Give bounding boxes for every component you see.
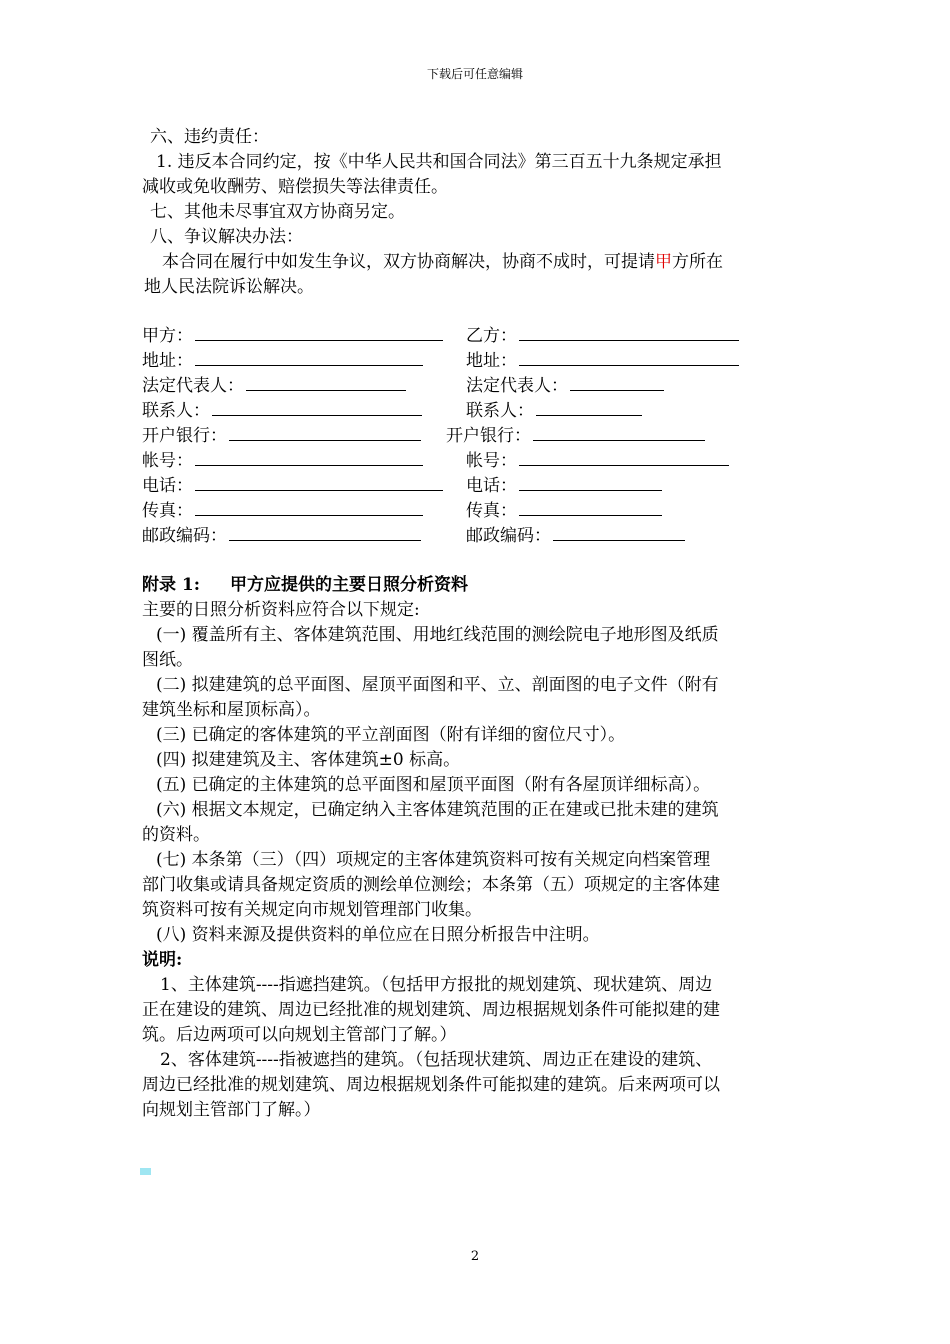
- appendix-label: 附录 1:: [142, 575, 201, 595]
- sig-right-address: [466, 348, 739, 374]
- highlighted-party: 甲: [655, 252, 672, 272]
- sig-right-postcode-line: [553, 523, 685, 541]
- sig-right-party-label: 乙方：: [466, 326, 517, 346]
- sig-right-bank: [446, 423, 705, 449]
- page-header: 下载后可任意编辑: [426, 67, 523, 81]
- appendix-item-7: (七) 本条第（三）（四）项规定的主客体建筑资料可按有关规定向档案管理: [156, 850, 711, 870]
- sig-left-fax-line: [195, 498, 423, 516]
- section-8-line-1: [142, 250, 810, 275]
- appendix-item-4: (四) 拟建建筑及主、客体建筑±0 标高。: [156, 750, 461, 770]
- section-7-title: 七、其他未尽事宜双方协商另定。: [150, 202, 405, 222]
- appendix-item-5: (五) 已确定的主体建筑的总平面图和屋顶平面图（附有各屋顶详细标高）。: [156, 775, 711, 795]
- section-8-line-1-text: 本合同在履行中如发生争议，双方协商解决，协商不成时，可提请: [162, 252, 655, 272]
- sig-left-postcode-line: [229, 523, 421, 541]
- sig-left-bank-line: [229, 423, 421, 441]
- sig-left-representative-label: 法定代表人：: [142, 376, 244, 396]
- sig-right-representative: [466, 373, 664, 399]
- sig-right-phone-line: [519, 473, 662, 491]
- sig-left-representative-line: [246, 373, 406, 391]
- sig-left-party-line: [195, 323, 443, 341]
- sig-right-account: [466, 448, 729, 474]
- sig-left-fax: [142, 498, 423, 524]
- sig-right-fax: [466, 498, 662, 524]
- section-6-item-1-line-2: 减收或免收酬劳、赔偿损失等法律责任。: [142, 177, 448, 197]
- sig-right-contact-label: 联系人：: [466, 401, 534, 421]
- section-6-item-1-line-1: 1. 违反本合同约定，按《中华人民共和国合同法》第三百五十九条规定承担: [156, 152, 722, 172]
- sig-left-bank-label: 开户银行：: [142, 426, 227, 446]
- highlight-marker: [140, 1168, 151, 1175]
- page-number: 2: [470, 1249, 480, 1264]
- sig-right-contact-line: [536, 398, 642, 416]
- sig-right-contact: [466, 398, 642, 424]
- notes-title: 说明:: [142, 950, 183, 970]
- sig-left-address: [142, 348, 423, 374]
- sig-right-postcode: [466, 523, 685, 549]
- note-1-line-1: 1、主体建筑----指遮挡建筑。（包括甲方报批的规划建筑、现状建筑、周边: [160, 975, 713, 995]
- sig-left-account: [142, 448, 423, 474]
- sig-right-party: [466, 323, 739, 349]
- sig-left-postcode: [142, 523, 421, 549]
- appendix-item-2: (二) 拟建建筑的总平面图、屋顶平面图和平、立、剖面图的电子文件（附有: [156, 675, 719, 695]
- note-2-line-1: 2、客体建筑----指被遮挡的建筑。（包括现状建筑、周边正在建设的建筑、: [160, 1050, 713, 1070]
- appendix-item-3: (三) 已确定的客体建筑的平立剖面图（附有详细的窗位尺寸）。: [156, 725, 626, 745]
- sig-left-phone: [142, 473, 443, 499]
- sig-right-phone-label: 电话：: [466, 476, 517, 496]
- appendix-intro: 主要的日照分析资料应符合以下规定:: [142, 600, 420, 620]
- section-8: [142, 225, 810, 300]
- sig-right-representative-line: [570, 373, 664, 391]
- section-6: [142, 125, 810, 200]
- sig-right-account-line: [519, 448, 729, 466]
- appendix-item-7-cont-2: 筑资料可按有关规定向市规划管理部门收集。: [142, 900, 482, 920]
- sig-left-contact: [142, 398, 422, 424]
- appendix-item-7-cont-1: 部门收集或请具备规定资质的测绘单位测绘；本条第（五）项规定的主客体建: [142, 875, 720, 895]
- sig-right-bank-line: [533, 423, 705, 441]
- note-1-line-3: 筑。后边两项可以向规划主管部门了解。）: [142, 1025, 457, 1045]
- appendix-item-6-cont: 的资料。: [142, 825, 210, 845]
- note-2-line-2: 周边已经批准的规划建筑、周边根据规划条件可能拟建的建筑。后来两项可以: [142, 1075, 720, 1095]
- sig-right-address-label: 地址：: [466, 351, 517, 371]
- sig-left-account-line: [195, 448, 423, 466]
- appendix-item-1: (一) 覆盖所有主、客体建筑范围、用地红线范围的测绘院电子地形图及纸质: [156, 625, 719, 645]
- sig-right-representative-label: 法定代表人：: [466, 376, 568, 396]
- appendix-title: 甲方应提供的主要日照分析资料: [230, 575, 469, 595]
- sig-left-bank: [142, 423, 421, 449]
- sig-right-party-line: [519, 323, 739, 341]
- section-8-line-2: 地人民法院诉讼解决。: [144, 277, 314, 297]
- appendix-item-6: (六) 根据文本规定，已确定纳入主客体建筑范围的正在建或已批未建的建筑: [156, 800, 719, 820]
- appendix-heading: [142, 573, 810, 598]
- sig-right-postcode-label: 邮政编码：: [466, 526, 551, 546]
- sig-left-address-line: [195, 348, 423, 366]
- note-2-line-3: 向规划主管部门了解。）: [142, 1100, 321, 1120]
- sig-left-party: [142, 323, 443, 349]
- sig-left-fax-label: 传真：: [142, 501, 193, 521]
- sig-left-phone-label: 电话：: [142, 476, 193, 496]
- sig-left-representative: [142, 373, 406, 399]
- sig-right-fax-label: 传真：: [466, 501, 517, 521]
- sig-left-postcode-label: 邮政编码：: [142, 526, 227, 546]
- section-8-title: 八、争议解决办法：: [150, 227, 303, 247]
- sig-right-phone: [466, 473, 662, 499]
- sig-left-party-label: 甲方：: [142, 326, 193, 346]
- appendix-item-1-cont: 图纸。: [142, 650, 193, 670]
- sig-left-contact-label: 联系人：: [142, 401, 210, 421]
- sig-right-fax-line: [519, 498, 662, 516]
- sig-left-account-label: 帐号：: [142, 451, 193, 471]
- note-1-line-2: 正在建设的建筑、周边已经批准的规划建筑、周边根据规划条件可能拟建的建: [142, 1000, 720, 1020]
- appendix-1: [142, 573, 810, 1123]
- sig-right-account-label: 帐号：: [466, 451, 517, 471]
- sig-left-address-label: 地址：: [142, 351, 193, 371]
- section-8-line-1-end: 方所在: [672, 252, 723, 272]
- appendix-item-2-cont: 建筑坐标和屋顶标高）。: [142, 700, 321, 720]
- section-6-title: 六、违约责任：: [150, 127, 269, 147]
- sig-left-contact-line: [212, 398, 422, 416]
- section-7: [142, 200, 810, 225]
- sig-right-address-line: [519, 348, 739, 366]
- appendix-item-8: (八) 资料来源及提供资料的单位应在日照分析报告中注明。: [156, 925, 600, 945]
- sig-right-bank-label: 开户银行：: [446, 426, 531, 446]
- sig-left-phone-line: [195, 473, 443, 491]
